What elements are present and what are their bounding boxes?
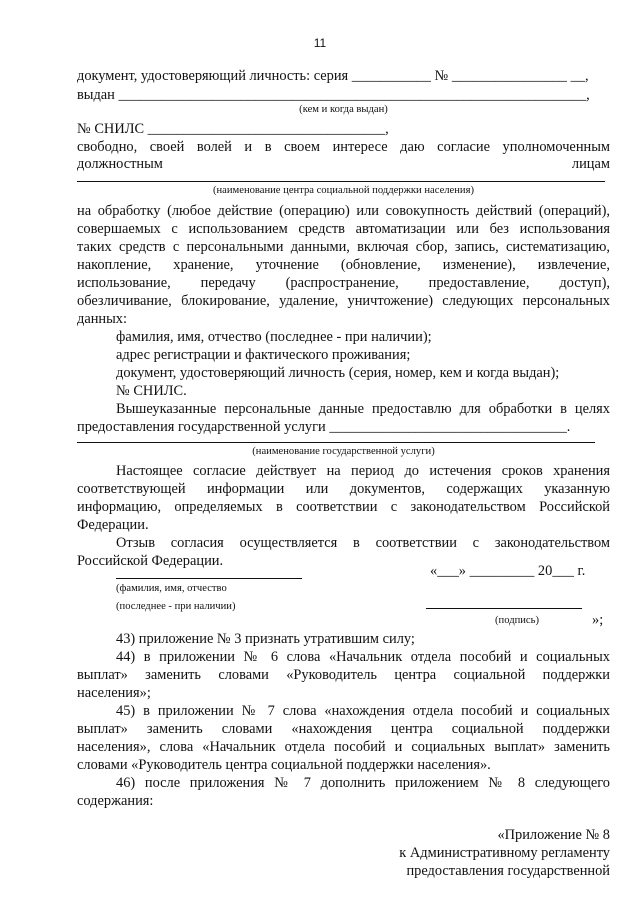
caption-signature: (подпись) <box>495 615 539 626</box>
paragraph-revocation-line: Российской Федерации. <box>77 553 224 569</box>
amendment-45-line: выплат» заменить словами «нахождения центра социальной поддержки <box>77 721 610 737</box>
amendment-43: 43) приложение № 3 признать утратившим силу; <box>116 631 415 647</box>
amendment-46-line: содержания: <box>77 793 154 809</box>
list-item: документ, удостоверяющий личность (серия, номер, кем и когда выдан); <box>116 365 560 381</box>
amendment-46-line: 46) после приложения № 7 дополнить приложением № 8 следующего <box>116 775 610 791</box>
paragraph-validity-line: Настоящее согласие действует на период до истечения сроков хранения <box>116 463 610 479</box>
caption-service-name: (наименование государственной услуги) <box>252 446 435 457</box>
list-item: адрес регистрации и фактического проживания; <box>116 347 411 363</box>
blank-line-fio <box>116 578 302 579</box>
paragraph-purpose-line: Вышеуказанные персональные данные предоставлю для обработки в целях <box>116 401 610 417</box>
caption-fio: (фамилия, имя, отчество <box>116 583 227 594</box>
amendment-45-line: 45) в приложении № 7 слова «нахождения отдела пособий и социальных <box>116 703 610 719</box>
appendix-header-line: предоставления государственной <box>406 863 610 879</box>
amendment-45-line: населения», слова «Начальник отдела пособий и социальных выплат» заменить <box>77 739 610 755</box>
paragraph-validity-line: Федерации. <box>77 517 149 533</box>
amendment-44-line: выплат» заменить словами «Руководитель центра социальной поддержки <box>77 667 610 683</box>
paragraph-processing-line: на обработку (любое действие (операцию) или совокупность действий (операций), <box>77 203 610 219</box>
form-line-document-series: документ, удостоверяющий личность: серия ___________ № ________________ __, <box>77 68 589 84</box>
form-line-issued: выдан _________________________________________________________________, <box>77 87 590 103</box>
appendix-header-line: «Приложение № 8 <box>497 827 610 843</box>
caption-fio-note: (последнее - при наличии) <box>116 601 236 612</box>
blank-line-center <box>77 181 605 182</box>
blank-line-service <box>77 442 595 443</box>
blank-line-signature <box>426 608 582 609</box>
list-item: № СНИЛС. <box>116 383 187 399</box>
amendment-44-line: населения»; <box>77 685 151 701</box>
paragraph-processing-line: накопление, хранение, уточнение (обновление, изменение), извлечение, <box>77 257 610 273</box>
page-number: 11 <box>313 36 327 50</box>
amendment-44-line: 44) в приложении № 6 слова «Начальник отдела пособий и социальных <box>116 649 610 665</box>
paragraph-processing-line: обезличивание, блокирование, удаление, уничтожение) следующих персональных <box>77 293 610 309</box>
paragraph-processing-line: данных: <box>77 311 127 327</box>
paragraph-validity-line: соответствующей информации или документов, содержащих указанную <box>77 481 610 497</box>
paragraph-purpose-line: предоставления государственной услуги _________________________________. <box>77 419 571 435</box>
caption-center-name: (наименование центра социальной поддержки населения) <box>212 185 475 196</box>
appendix-header-line: к Административному регламенту <box>399 845 610 861</box>
paragraph-processing-line: таких средств с персональными данными, включая сбор, запись, систематизацию, <box>77 239 610 255</box>
amendment-45-line: словами «Руководитель центра социальной поддержки населения». <box>77 757 491 773</box>
paragraph-revocation-line: Отзыв согласия осуществляется в соответствии с законодательством <box>116 535 610 551</box>
paragraph-validity-line: информацию, определяемых в соответствии с законодательством Российской <box>77 499 610 515</box>
signature-end: »; <box>592 612 604 628</box>
consent-line-1: свободно, своей волей и в своем интересе даю согласие уполномоченным <box>77 139 610 155</box>
consent-line-2a: должностным <box>77 156 163 172</box>
consent-line-2b: лицам <box>571 156 610 172</box>
list-item: фамилия, имя, отчество (последнее - при наличии); <box>116 329 432 345</box>
form-line-snils: № СНИЛС _________________________________, <box>77 121 389 137</box>
paragraph-processing-line: использование, передачу (распространение, предоставление, доступ), <box>77 275 610 291</box>
caption-issued: (кем и когда выдан) <box>299 104 388 115</box>
date-line: «___» _________ 20___ г. <box>430 563 586 579</box>
paragraph-processing-line: совершаемых с использованием средств автоматизации или без использования <box>77 221 610 237</box>
